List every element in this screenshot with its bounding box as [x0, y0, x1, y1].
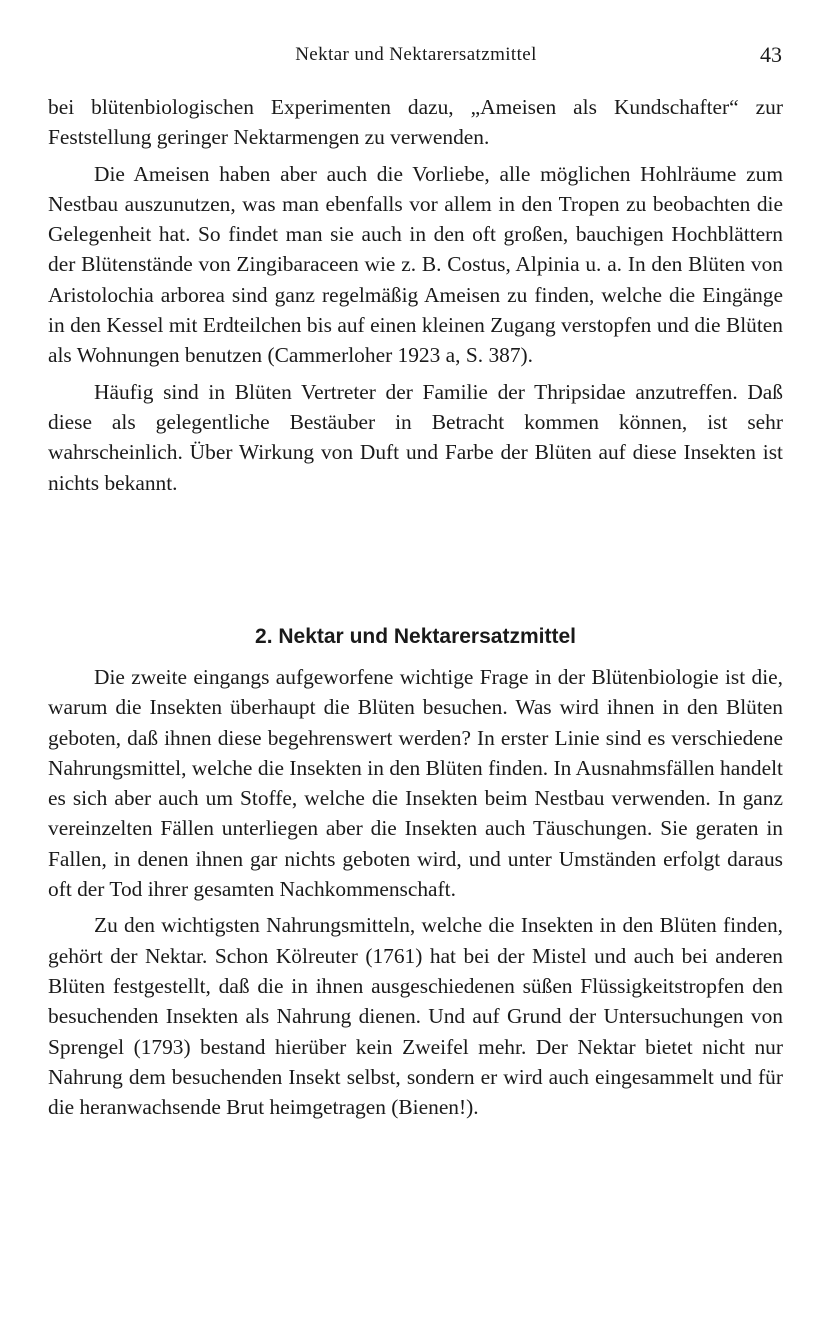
- paragraph-thripsidae: Häufig sind in Blüten Vertreter der Familie der Thripsidae anzutreffen. Daß diese als gelegentliche Bestäuber in Betracht kommen können, ist sehr wahrscheinlich. Über Wirkung von Duft und Farbe der Blüten auf diese Insekten ist nichts bekannt.: [48, 379, 783, 495]
- paragraph-why-visit: Die zweite eingangs aufgeworfene wichtige Frage in der Blütenbiologie ist die, warum die Insekten überhaupt die Blüten besuchen. Was wird ihnen in den Blüten geboten, daß ihnen diese begehrenswert werden? In erster Linie sind es verschiedene Nahrungsmittel, welche die Insekten in den Blüten finden. In Ausnahmsfällen handelt es sich aber auch um Stoffe, welche die Insekten beim Nestbau verwenden. In ganz vereinzelten Fällen unterliegen aber die Insekten auch Täuschungen. Sie geraten in Fallen, in denen ihnen gar nichts geboten wird, und unter Umständen erfolgt daraus oft der Tod ihrer gesamten Nachkommenschaft.: [48, 665, 783, 902]
- running-title: Nektar und Nektarersatzmittel: [295, 44, 537, 65]
- section-heading: 2. Nektar und Nektarersatzmittel: [255, 625, 576, 648]
- body-text-top: [48, 92, 783, 504]
- paragraph-ants-nesting: Die Ameisen haben aber auch die Vorliebe, alle möglichen Hohlräume zum Nestbau auszunutzen, was man ebenfalls vor allem in den Tropen zu beobachten die Gelegenheit hat. So findet man sie auch in den oft großen, bauchigen Hochblättern der Blütenstände von Zingibaraceen wie z. B. Costus, Alpinia u. a. In den Blüten von Aristolochia arborea sind ganz regelmäßig Ameisen zu finden, welche die Eingänge in den Kessel mit Erdteilchen bis auf einen kleinen Zugang verstopfen und die Blüten als Wohnungen benutzen (Cammerloher 1923 a, S. 387).: [48, 161, 783, 368]
- page-number: 43: [760, 42, 782, 67]
- paragraph-continuation: bei blütenbiologischen Experimenten dazu, „Ameisen als Kundschafter“ zur Feststellung geringer Nektarmengen zu verwenden.: [48, 95, 783, 150]
- paragraph-nectar: Zu den wichtigsten Nahrungsmitteln, welche die Insekten in den Blüten finden, gehört der Nektar. Schon Kölreuter (1761) hat bei der Mistel und auch bei anderen Blüten festgestellt, daß die in ihnen ausgeschiedenen süßen Flüssigkeitstropfen den besuchenden Insekten als Nahrung dienen. Und auf Grund der Untersuchungen von Sprengel (1793) bestand hierüber kein Zweifel mehr. Der Nektar bietet nicht nur Nahrung dem besuchenden Insekt selbst, sondern er wird auch eingesammelt und für die heranwachsende Brut heimgetragen (Bienen!).: [48, 913, 783, 1120]
- running-head: [48, 44, 784, 74]
- section-body: [48, 662, 783, 1128]
